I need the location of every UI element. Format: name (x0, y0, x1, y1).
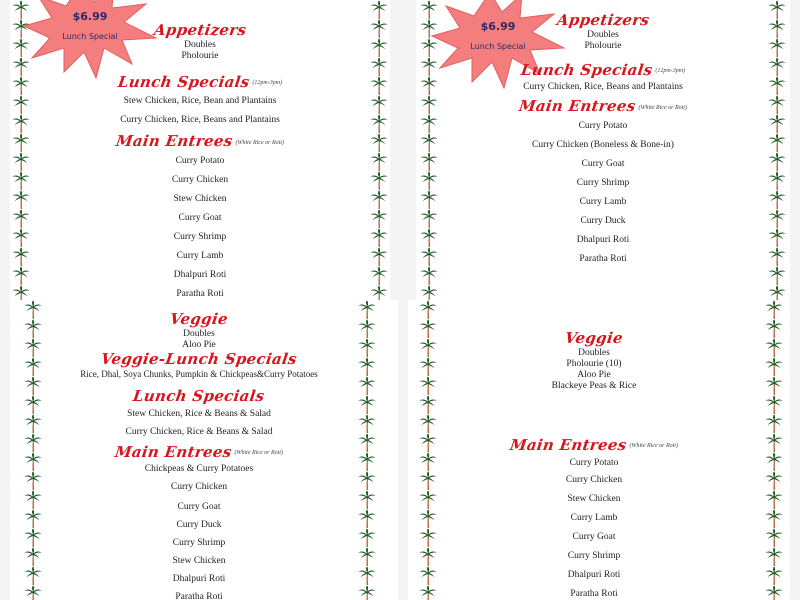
menu-item: Curry Chicken (170, 482, 228, 493)
menu-item: Paratha Roti (579, 253, 627, 264)
menu-item: Curry Potato (569, 458, 619, 469)
starburst-label: Lunch Special (62, 32, 118, 41)
section-note: (12pm-3pm) (655, 68, 686, 75)
menu-item: Curry Lamb (570, 513, 618, 524)
section-title-appetizers: Appetizers (152, 21, 248, 39)
menu-item: Dhalpuri Roti (172, 574, 226, 585)
section-title-main-entrees: Main Entrees (113, 443, 233, 461)
starburst-price: $6.99 (72, 10, 108, 23)
palm-tree-icon (767, 285, 787, 300)
menu-item: Curry Chicken, Rice, Beans and Plantains (120, 115, 280, 126)
menu-item: Curry Duck (176, 520, 222, 531)
menu-item: Curry Goat (581, 158, 625, 169)
menu-item: Doubles (587, 30, 619, 40)
section-title-lunch-specials: Lunch Specials (132, 387, 267, 405)
palm-tree-icon (419, 285, 439, 300)
menu-content (408, 330, 790, 600)
menu-item: Curry Shrimp (576, 177, 630, 188)
menu-item: Curry Chicken (171, 174, 229, 185)
menu-item: Curry Potato (578, 120, 628, 131)
palm-tree-icon (418, 300, 438, 319)
palm-tree-icon (419, 266, 439, 285)
section-note: (White Rice or Roti) (234, 450, 283, 457)
menu-item: Pholourie (181, 51, 219, 61)
menu-item: Stew Chicken, Rice, Bean and Plantains (123, 96, 277, 107)
menu-panel-bottom-left (10, 300, 398, 600)
menu-item: Doubles (183, 329, 215, 339)
menu-item: Curry Potato (175, 155, 225, 166)
menu-item: Curry Chicken, Rice & Beans & Salad (125, 427, 273, 437)
starburst-label: Lunch Special (470, 42, 526, 51)
menu-item: Pholourie (584, 41, 622, 51)
section-note: (White Rice or Roti) (629, 443, 678, 450)
section-title-veggie-lunch-specials: Veggie-Lunch Specials (99, 350, 299, 368)
menu-item: Stew Chicken (172, 556, 226, 567)
section-title-main-entrees: Main Entrees (508, 436, 628, 454)
menu-item: Stew Chicken (173, 193, 227, 204)
menu-item: Dhalpuri Roti (567, 570, 621, 581)
menu-content (10, 311, 398, 600)
menu-panel-bottom-right (408, 300, 790, 600)
starburst-price: $6.99 (480, 20, 516, 33)
menu-item: Curry Shrimp (173, 231, 227, 242)
menu-item: Blackeye Peas & Rice (551, 381, 637, 391)
menu-item: Curry Chicken, Rice, Beans and Plantains (523, 82, 683, 93)
section-title-main-entrees: Main Entrees (114, 132, 234, 151)
menu-item: Curry Lamb (579, 196, 627, 207)
menu-item: Aloo Pie (182, 340, 216, 350)
menu-item: Curry Shrimp (567, 551, 621, 562)
menu-item: Curry Chicken (565, 475, 623, 486)
menu-item: Curry Chicken (Boneless & Bone-in) (532, 139, 674, 150)
menu-item: Paratha Roti (175, 592, 223, 600)
menu-panel-top-right (416, 0, 790, 300)
menu-item: Pholourie (10) (566, 359, 622, 369)
menu-item: Paratha Roti (176, 288, 224, 299)
section-title-veggie: Veggie (168, 310, 230, 328)
menu-item: Curry Goat (178, 212, 222, 223)
section-title-lunch-specials: Lunch Specials (116, 73, 251, 91)
menu-item: Curry Duck (580, 215, 626, 226)
menu-item: Dhalpuri Roti (576, 234, 630, 245)
menu-panel-top-left (10, 0, 390, 300)
menu-item: Curry Goat (177, 502, 221, 513)
menu-item: Curry Goat (572, 532, 616, 543)
section-title-lunch-specials: Lunch Specials (519, 61, 654, 79)
palm-tree-icon (369, 0, 389, 19)
section-note: (12pm-3pm) (252, 80, 283, 87)
section-title-appetizers: Appetizers (555, 11, 651, 29)
menu-item: Doubles (184, 40, 216, 50)
menu-item: Curry Lamb (176, 250, 224, 261)
palm-tree-icon (764, 300, 784, 319)
section-note: (White Rice or Roti) (235, 139, 284, 146)
section-note: (White Rice or Roti) (638, 104, 687, 111)
palm-tree-icon (767, 266, 787, 285)
menu-item: Rice, Dhal, Soya Chunks, Pumpkin & Chickpeas&Curry Potatoes (80, 369, 318, 379)
menu-item: Stew Chicken (567, 494, 621, 505)
section-title-veggie: Veggie (563, 329, 625, 347)
menu-item: Stew Chicken, Rice & Beans & Salad (127, 409, 271, 419)
menu-item: Paratha Roti (570, 589, 618, 600)
menu-content (416, 12, 790, 269)
section-title-main-entrees: Main Entrees (517, 97, 637, 116)
menu-item: Dhalpuri Roti (173, 269, 227, 280)
menu-item: Doubles (578, 348, 610, 358)
menu-item: Curry Shrimp (172, 538, 226, 549)
menu-content (10, 22, 390, 300)
menu-item: Aloo Pie (577, 370, 611, 380)
menu-item: Chickpeas & Curry Potatoes (144, 464, 254, 475)
